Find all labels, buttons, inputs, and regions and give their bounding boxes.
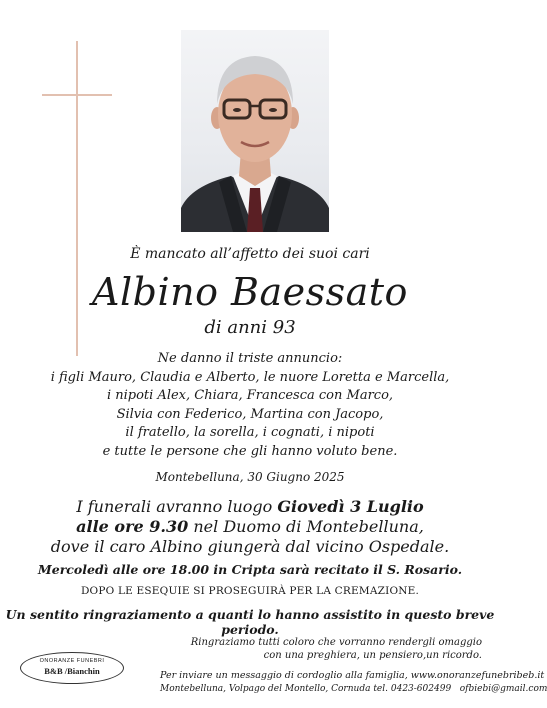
portrait-illustration (181, 30, 329, 232)
rosary-notice: Mercoledì alle ore 18.00 in Cripta sarà recitato il S. Rosario. (37, 562, 463, 577)
deceased-age: di anni 93 (204, 317, 296, 338)
cremation-notice: DOPO LE ESEQUIE SI PROSEGUIRÀ PER LA CREMAZIONE. (80, 585, 420, 597)
condolence-message: Per inviare un messaggio di cordoglio alla famiglia, www.onoranzefunebribeb.it (160, 670, 545, 681)
announcement-line: il fratello, la sorella, i cognati, i nipoti (125, 425, 375, 440)
deceased-name: Albino Baessato (92, 270, 408, 314)
funeral-home-logo (20, 652, 124, 684)
thanks-line: con una preghiera, un pensiero,un ricordo. (263, 650, 482, 661)
footer-contacts (160, 684, 547, 694)
intro-text: È mancato all’affetto dei suoi cari (130, 246, 370, 262)
footer-email: ofbiebi@gmail.com (459, 684, 547, 694)
announcement-block (0, 350, 500, 461)
funeral-departure: dove il caro Albino giungerà dal vicino Ospedale. (50, 537, 450, 556)
footer-address: Montebelluna, Volpago del Montello, Cornuda tel. 0423-602499 (160, 684, 452, 694)
announcement-line: i nipoti Alex, Chiara, Francesca con Marco, (106, 388, 394, 403)
funeral-text: I funerali avranno luogo (76, 497, 273, 516)
announcement-line: i figli Mauro, Claudia e Alberto, le nuore Loretta e Marcella, (50, 369, 450, 385)
funeral-time: alle ore 9.30 (76, 517, 189, 536)
funeral-date: Giovedì 3 Luglio (277, 497, 424, 516)
place-date: Montebelluna, 30 Giugno 2025 (155, 470, 345, 484)
funeral-location: nel Duomo di Montebelluna, (193, 517, 424, 536)
announcement-line: Silvia con Federico, Martina con Jacopo, (116, 406, 384, 422)
logo-subtitle: ONORANZE FUNEBRI (39, 658, 105, 664)
announcement-heading: Ne danno il triste annuncio: (157, 351, 343, 366)
funeral-info (0, 497, 500, 557)
gratitude-text: Un sentito ringraziamento a quanti lo hanno assistito in questo breve periodo. (5, 607, 495, 637)
logo-name: B&B /Bianchin (44, 666, 100, 676)
thanks-line: Ringraziamo tutti coloro che vorranno rendergli omaggio (190, 637, 482, 648)
thanks-block (182, 636, 482, 662)
portrait-photo (181, 30, 329, 232)
cross-horizontal-bar (42, 94, 112, 96)
announcement-line: e tutte le persone che gli hanno voluto bene. (102, 443, 398, 459)
